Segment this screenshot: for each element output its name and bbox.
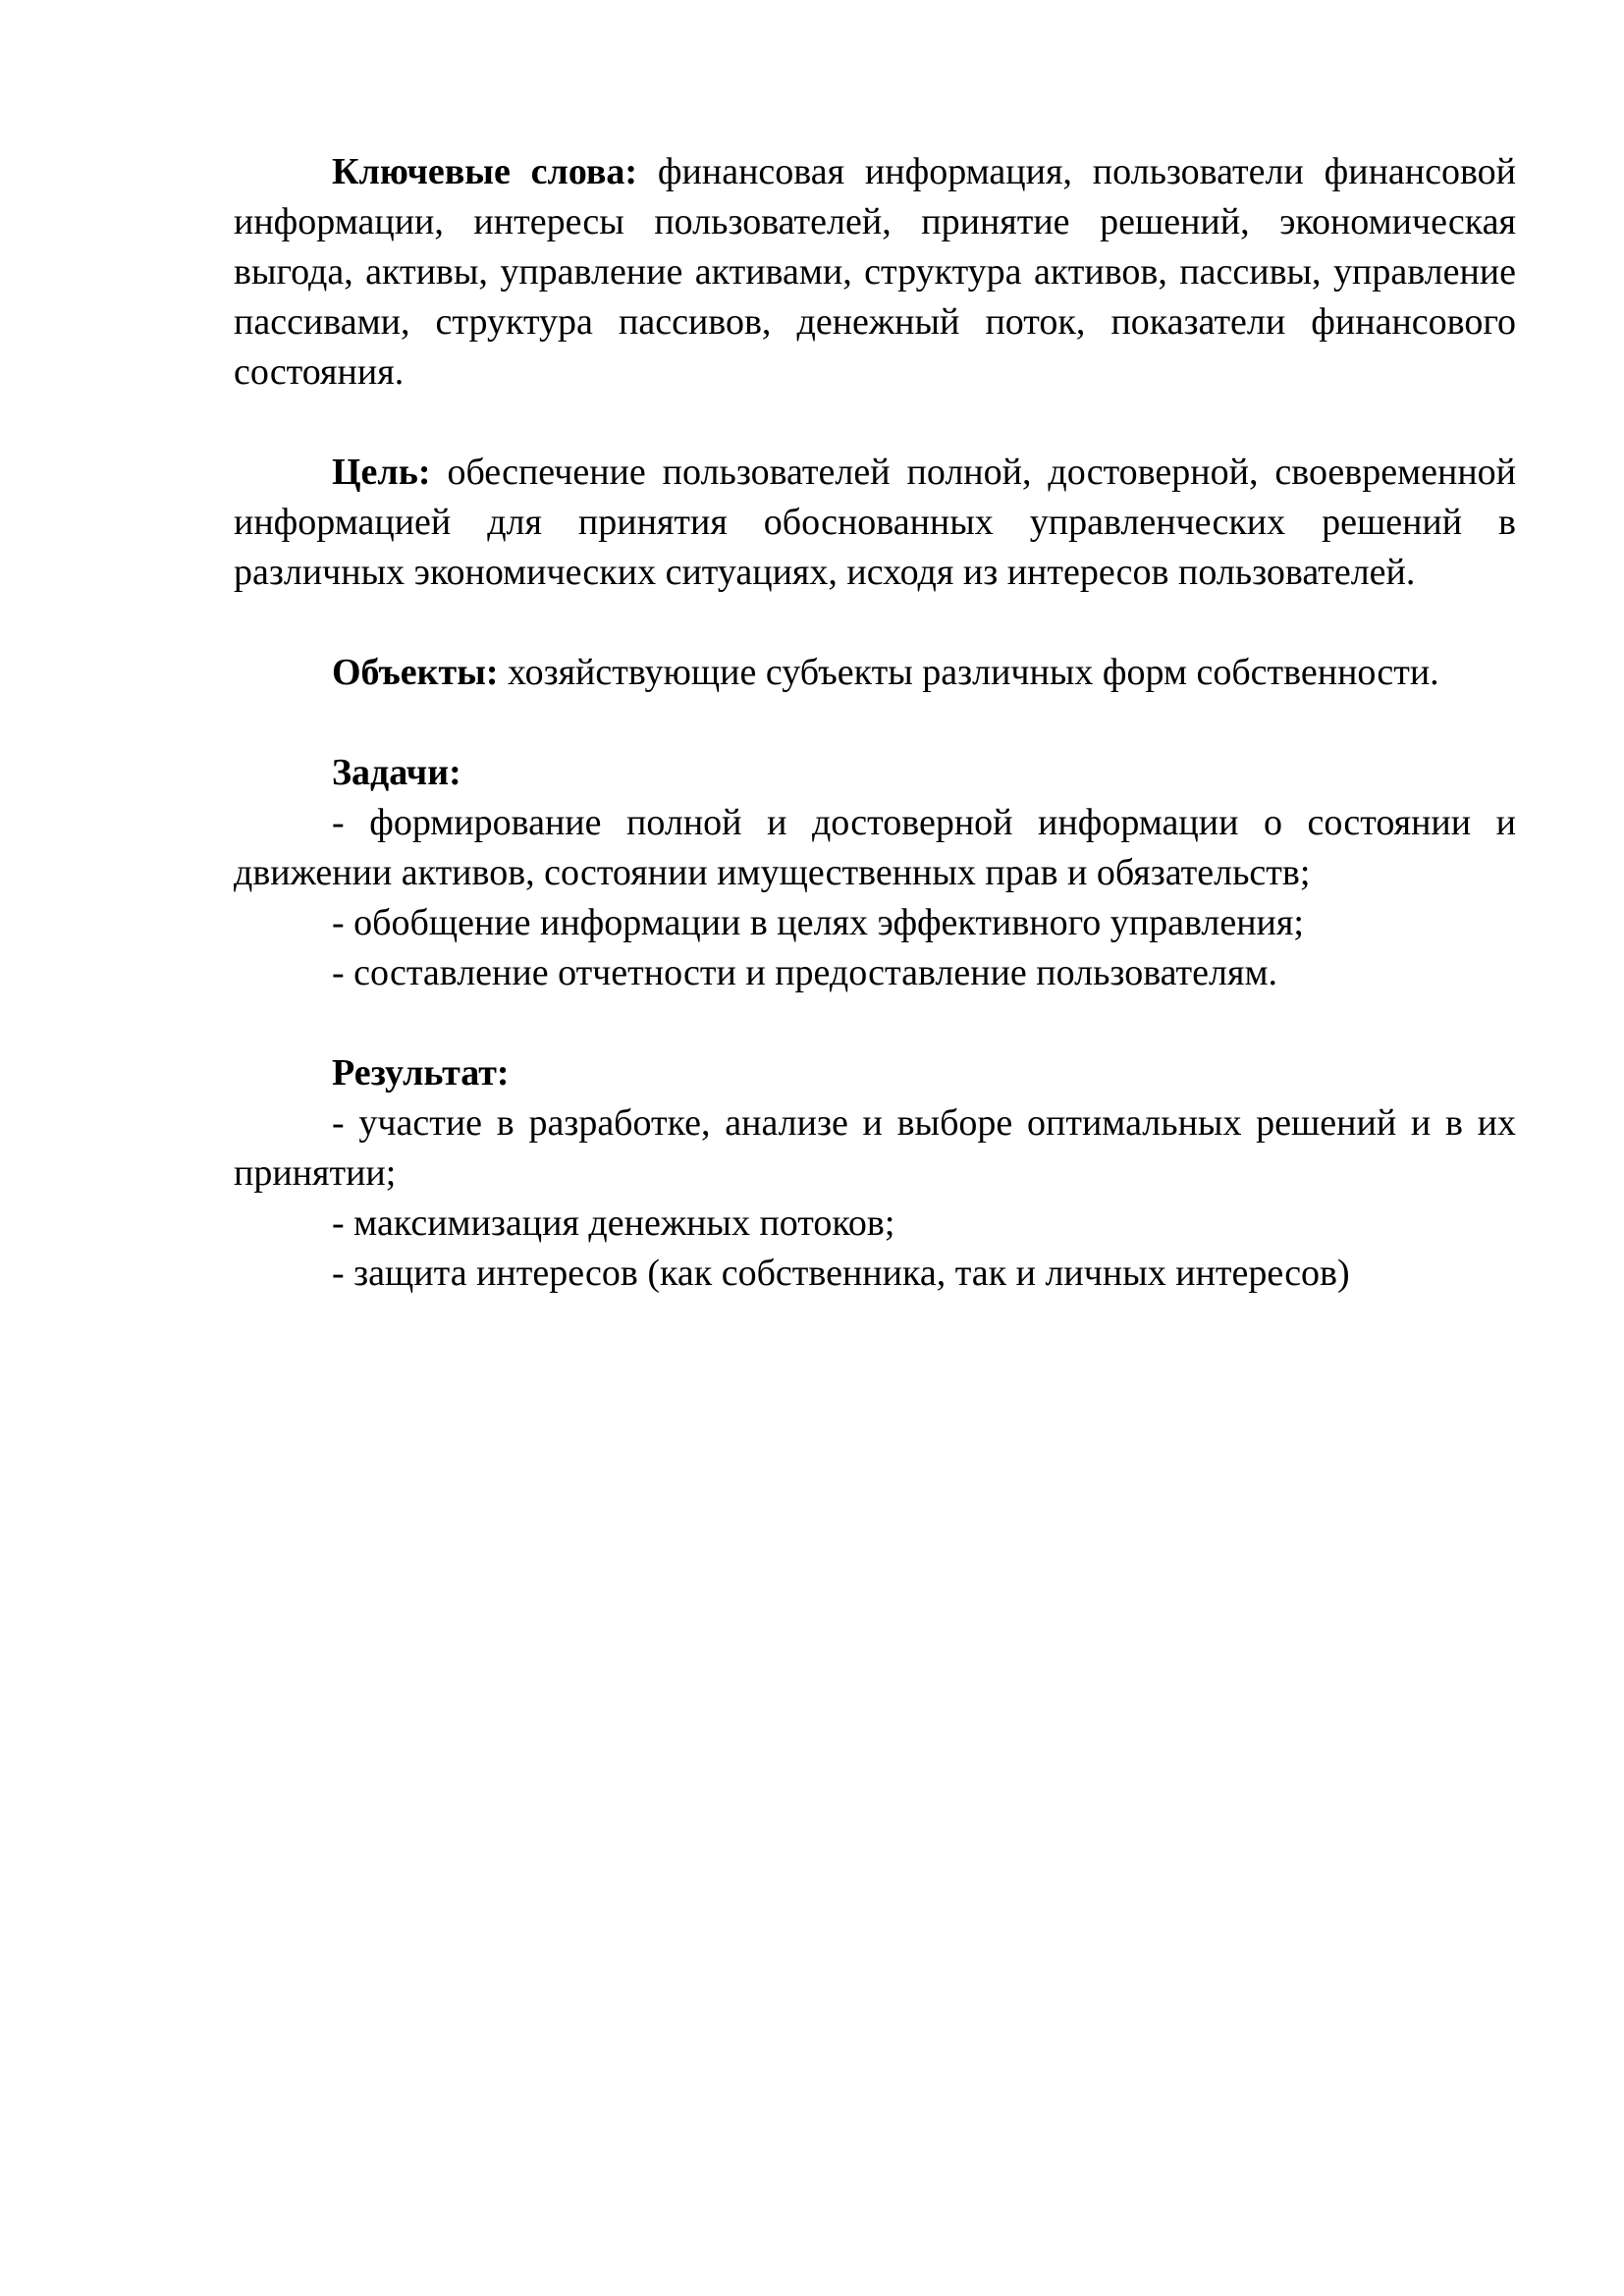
keywords-text: финансовая информация, пользователи финансовой информации, интересы пользователей, принятие решений, экономическая выгода, активы, управление активами, структура активов, пассивы, управление пассивами, структура пассивов, денежный поток, показатели финансового состояния.	[234, 151, 1516, 393]
tasks-section	[234, 748, 1516, 998]
goal-paragraph	[234, 448, 1516, 598]
goal-term: Цель:	[332, 452, 431, 493]
keywords-term: Ключевые слова:	[332, 151, 638, 192]
tasks-item: - составление отчетности и предоставление пользователям.	[332, 952, 1277, 993]
goal-section	[234, 448, 1516, 598]
keywords-section	[234, 147, 1516, 398]
result-item: - максимизация денежных потоков;	[332, 1202, 895, 1244]
tasks-heading: Задачи:	[332, 752, 461, 793]
result-section	[234, 1048, 1516, 1299]
goal-text: обеспечение пользователей полной, достоверной, своевременной информацией для принятия обоснованных управленческих решений в различных экономических ситуациях, исходя из интересов пользователей.	[234, 452, 1517, 593]
result-item: - защита интересов (как собственника, так и личных интересов)	[332, 1253, 1350, 1294]
objects-term: Объекты:	[332, 652, 499, 693]
result-heading: Результат:	[332, 1052, 510, 1094]
tasks-item: - формирование полной и достоверной информации о состоянии и движении активов, состоянии имущественных прав и обязательств;	[234, 802, 1516, 893]
objects-text: хозяйствующие субъекты различных форм собственности.	[508, 652, 1439, 693]
keywords-paragraph	[234, 147, 1516, 398]
result-item: - участие в разработке, анализе и выборе оптимальных решений и в их принятии;	[234, 1102, 1516, 1194]
document-page	[234, 147, 1516, 1349]
objects-section	[234, 648, 1516, 698]
objects-paragraph	[234, 648, 1516, 698]
tasks-item: - обобщение информации в целях эффективного управления;	[332, 902, 1304, 943]
